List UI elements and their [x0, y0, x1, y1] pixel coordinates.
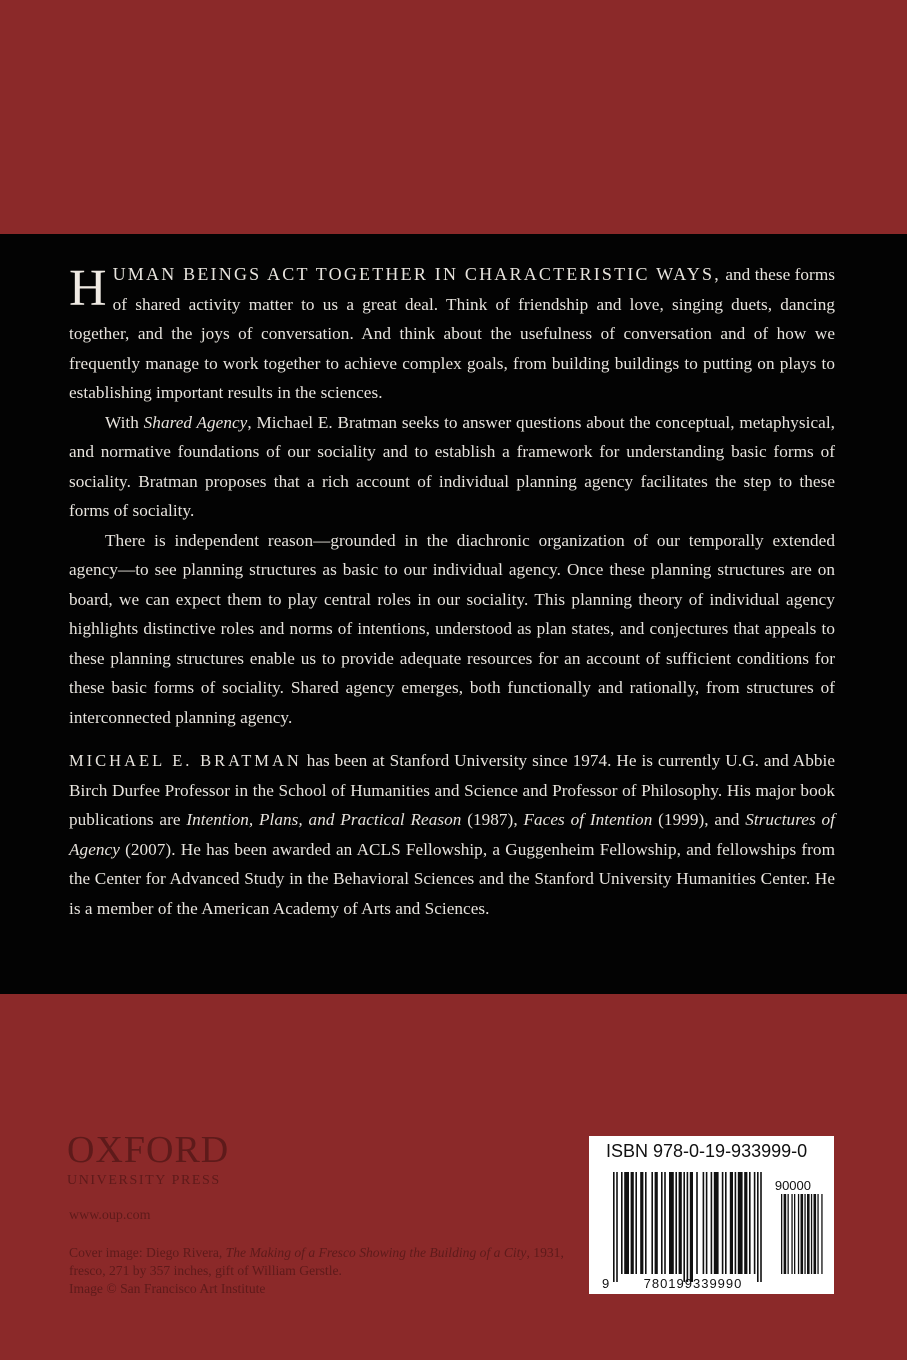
- barcode-bar: [687, 1172, 689, 1282]
- addon-bar: [821, 1194, 822, 1274]
- barcode-bar: [757, 1172, 759, 1282]
- addon-bar: [811, 1194, 812, 1274]
- barcode-bar: [651, 1172, 653, 1274]
- author-name: MICHAEL E. BRATMAN: [69, 751, 302, 770]
- barcode-bar: [645, 1172, 647, 1274]
- barcode-bar: [669, 1172, 674, 1274]
- barcode-bars: [613, 1172, 762, 1282]
- book-title-italic: Shared Agency: [143, 412, 248, 432]
- barcode-bar: [754, 1172, 756, 1274]
- barcode-bar: [711, 1172, 713, 1274]
- barcode-lead-digit: 9: [602, 1276, 610, 1291]
- barcode-bar: [744, 1172, 747, 1274]
- addon-bar: [794, 1194, 795, 1274]
- addon-digits: 90000: [774, 1178, 811, 1193]
- author-bio: [69, 746, 835, 923]
- top-red-band: [0, 0, 907, 234]
- bio-book-1: Intention, Plans, and Practical Reason: [186, 810, 462, 829]
- barcode-bar: [738, 1172, 743, 1274]
- cover-image-credit: [69, 1244, 569, 1298]
- addon-bar: [784, 1194, 787, 1274]
- barcode-graphic: [589, 1136, 834, 1294]
- barcode-bar: [635, 1172, 637, 1274]
- barcode-bar: [714, 1172, 719, 1274]
- barcode-bar: [683, 1172, 685, 1282]
- barcode-bar: [624, 1172, 629, 1274]
- addon-bar: [804, 1194, 805, 1274]
- barcode-bar: [730, 1172, 733, 1274]
- barcode-bar: [655, 1172, 658, 1274]
- addon-bar: [807, 1194, 810, 1274]
- isbn-barcode: [589, 1136, 834, 1294]
- credit-copyright: Image © San Francisco Art Institute: [69, 1281, 266, 1296]
- publisher-name: OXFORD: [67, 1129, 230, 1171]
- addon-bar: [781, 1194, 782, 1274]
- addon-bar: [814, 1194, 817, 1274]
- bio-book-3: Structures of Agency: [69, 810, 835, 859]
- barcode-bar: [664, 1172, 666, 1274]
- barcode-digits: 780199339990: [643, 1276, 743, 1291]
- addon-bars: [781, 1194, 823, 1274]
- barcode-bar: [616, 1172, 618, 1282]
- credit-artwork-title: The Making of a Fresco Showing the Building of a City: [225, 1245, 527, 1260]
- addon-bar: [791, 1194, 792, 1274]
- drop-cap: H: [69, 260, 107, 317]
- barcode-bar: [661, 1172, 663, 1274]
- publisher-website: www.oup.com: [69, 1208, 151, 1223]
- publisher-press: UNIVERSITY PRESS: [67, 1173, 221, 1188]
- barcode-bar: [706, 1172, 708, 1274]
- barcode-bar: [725, 1172, 727, 1274]
- barcode-bar: [749, 1172, 751, 1274]
- barcode-bar: [675, 1172, 677, 1274]
- opening-caps: UMAN BEINGS ACT TOGETHER IN CHARACTERISTIC WAYS,: [112, 264, 721, 284]
- addon-bar: [817, 1194, 818, 1274]
- addon-bar: [801, 1194, 804, 1274]
- barcode-bar: [703, 1172, 705, 1274]
- blurb-paragraph-2: [69, 408, 835, 526]
- barcode-bar: [722, 1172, 724, 1274]
- barcode-bar: [679, 1172, 682, 1274]
- bio-book-2: Faces of Intention: [523, 810, 653, 829]
- publisher-logo: [67, 1130, 229, 1190]
- barcode-bar: [621, 1172, 623, 1274]
- credit-details: , 1931, fresco, 271 by 357 inches, gift of William Gerstle.: [69, 1245, 564, 1278]
- barcode-bar: [613, 1172, 615, 1282]
- barcode-bar: [696, 1172, 698, 1274]
- bio-text-3: (1999), and: [652, 810, 746, 829]
- barcode-bar: [735, 1172, 737, 1274]
- addon-bar: [788, 1194, 789, 1274]
- barcode-bar: [640, 1172, 643, 1274]
- book-blurb: [69, 260, 835, 923]
- paragraph-2-lead: With: [105, 412, 144, 432]
- bio-text-2: (1987),: [461, 810, 524, 829]
- barcode-bar: [760, 1172, 762, 1282]
- paragraph-2-text: , Michael E. Bratman seeks to answer questions about the conceptual, metaphysical, and normative foundations of our sociality and to establish a framework for understanding basic forms of sociality. Bratman proposes that a rich account of individual planning agency facilitates the step to these forms of sociality.: [69, 412, 835, 520]
- addon-bar: [798, 1194, 799, 1274]
- isbn-number: ISBN 978-0-19-933999-0: [606, 1141, 808, 1161]
- barcode-bar: [631, 1172, 634, 1274]
- description-panel: [0, 234, 907, 994]
- blurb-paragraph-3: There is independent reason—grounded in the diachronic organization of our temporally extended agency—to see planning structures as basic to our individual agency. Once these planning structures are on board, we can expect them to play central roles in our sociality. This planning theory of individual agency highlights distinctive roles and norms of intentions, understood as plan states, and conjectures that appeals to these planning structures enable us to provide adequate resources for an account of sufficient conditions for these basic forms of sociality. Shared agency emerges, both functionally and rationally, from structures of interconnected planning agency.: [69, 530, 835, 727]
- bio-text-1: has been at Stanford University since 1974. He is currently U.G. and Abbie Birch Durfee Professor in the School of Humanities and Science and Professor of Philosophy. His major book publications are: [69, 751, 836, 829]
- bio-text-4: (2007). He has been awarded an ACLS Fellowship, a Guggenheim Fellowship, and fellowships from the Center for Advanced Study in the Behavioral Sciences and the Stanford University Humanities Center. He is a member of the American Academy of Arts and Sciences.: [69, 839, 835, 918]
- credit-lead: Cover image: Diego Rivera,: [69, 1245, 226, 1260]
- paragraph-1-text: and these forms of shared activity matter to us a great deal. Think of friendship and love, singing duets, dancing together, and the joys of conversation. And think about the usefulness of conversation and of how we frequently manage to work together to achieve complex goals, from building buildings to putting on plays to establishing important results in the sciences.: [69, 265, 835, 402]
- barcode-bar: [690, 1172, 693, 1282]
- blurb-paragraph-1: [69, 260, 835, 408]
